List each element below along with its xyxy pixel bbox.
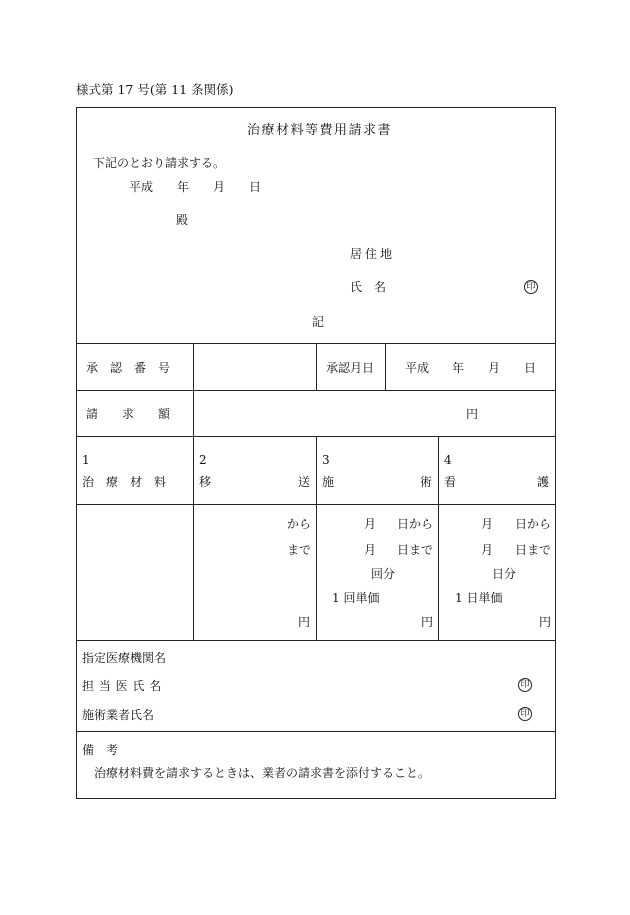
approval-date-era: 平成	[405, 361, 430, 375]
col-line-approval-b	[385, 343, 386, 390]
col-line-approval-a	[316, 343, 317, 390]
col-line-1	[193, 343, 194, 640]
nursing-count: 日分	[492, 567, 517, 581]
date-month-unit: 月	[213, 180, 226, 194]
category-3-number: 3	[322, 453, 330, 467]
treatment-to-month: 月	[364, 543, 377, 557]
divider-approval	[76, 390, 556, 391]
applicant-name-label: 氏 名	[350, 280, 387, 294]
remarks-label: 備 考	[82, 743, 119, 757]
category-4-label	[444, 476, 549, 488]
claim-yen-unit: 円	[466, 407, 479, 421]
applicant-seal-icon: 印	[524, 280, 538, 294]
doctor-name-label: 担 当 医 氏 名	[82, 679, 162, 693]
request-statement: 下記のとおり請求する。	[93, 156, 226, 170]
category-4-number: 4	[444, 453, 452, 467]
divider-details	[76, 640, 556, 641]
category-1-number: 1	[82, 453, 90, 467]
approval-month-unit: 月	[488, 361, 501, 375]
approval-year-unit: 年	[452, 361, 465, 375]
treatment-to-day: 日まで	[397, 543, 434, 557]
category-3-label	[322, 476, 432, 488]
remarks-text: 治療材料費を請求するときは、業者の請求書を添付すること。	[94, 766, 431, 780]
claim-amount-label: 請 求 額	[86, 407, 171, 421]
category-4-label-right: 護	[536, 475, 549, 489]
category-4-label-left: 看	[444, 475, 457, 489]
approval-date-label: 承認月日	[326, 361, 375, 375]
treatment-from-day: 日から	[397, 517, 434, 531]
practitioner-name-label: 施術業者氏名	[82, 708, 155, 722]
approval-day-unit: 日	[524, 361, 537, 375]
nursing-unit-price: 1 日単価	[455, 591, 503, 605]
category-3-label-left: 施	[322, 475, 335, 489]
doctor-seal-icon: 印	[518, 678, 532, 692]
category-2-label-left: 移	[199, 475, 212, 489]
category-2-label-right: 送	[297, 475, 310, 489]
nursing-yen: 円	[539, 615, 552, 629]
col-line-2	[316, 436, 317, 640]
transport-from: から	[287, 517, 312, 531]
address-label: 居住地	[350, 247, 396, 261]
nursing-to-month: 月	[481, 543, 494, 557]
nursing-from-day: 日から	[515, 517, 552, 531]
treatment-count: 回分	[371, 567, 396, 581]
category-3-label-right: 術	[419, 475, 432, 489]
ki-mark: 記	[312, 315, 325, 329]
approval-number-label: 承 認 番 号	[86, 361, 171, 375]
date-era: 平成	[129, 180, 154, 194]
form-number-label: 様式第 17 号(第 11 条関係)	[76, 82, 234, 97]
transport-yen: 円	[298, 615, 311, 629]
nursing-to-day: 日まで	[515, 543, 552, 557]
date-year-unit: 年	[177, 180, 190, 194]
divider-institution	[76, 731, 556, 732]
transport-to: まで	[287, 543, 312, 557]
treatment-yen: 円	[421, 615, 434, 629]
nursing-from-month: 月	[481, 517, 494, 531]
addressee-suffix: 殿	[176, 213, 189, 227]
practitioner-seal-icon: 印	[518, 707, 532, 721]
category-2-number: 2	[199, 453, 207, 467]
col-line-3	[438, 436, 439, 640]
date-day-unit: 日	[249, 180, 262, 194]
treatment-unit-price: 1 回単価	[332, 591, 380, 605]
institution-name-label: 指定医療機関名	[82, 651, 167, 665]
category-2-label	[199, 476, 310, 488]
treatment-from-month: 月	[364, 517, 377, 531]
form-title: 治療材料等費用請求書	[247, 123, 393, 138]
category-1-label: 治 療 材 料	[82, 475, 167, 489]
